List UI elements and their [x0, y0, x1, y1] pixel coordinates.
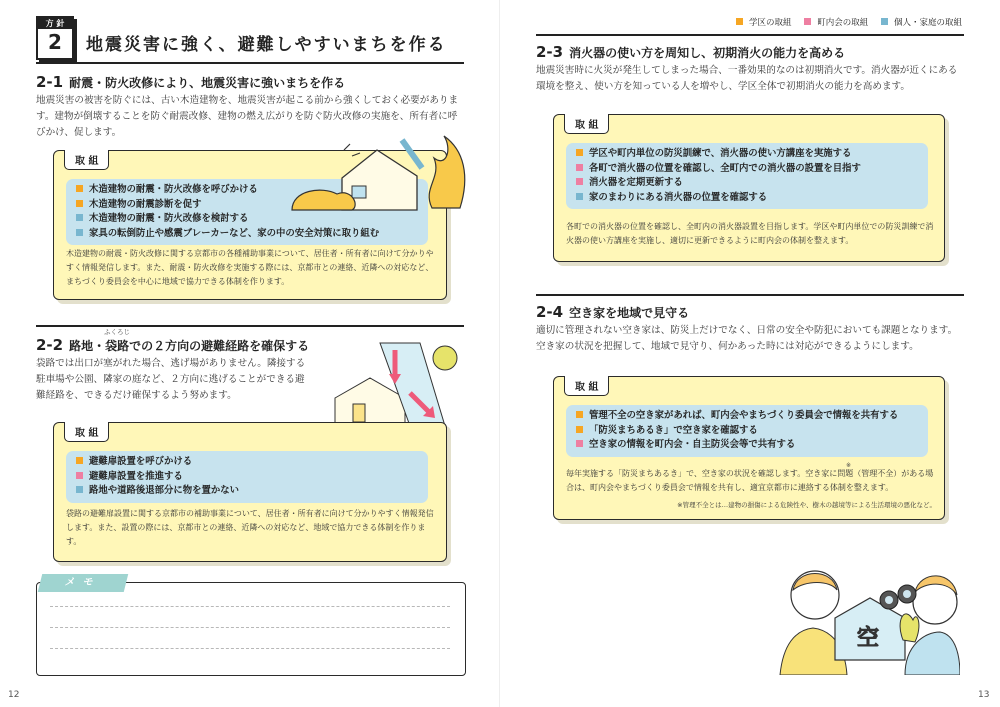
box-tag: 取 組 — [564, 114, 609, 134]
district-square-icon — [76, 185, 83, 192]
box-tag: 取 組 — [64, 150, 109, 170]
section-2-2-action-box — [53, 422, 447, 562]
policy-badge — [36, 16, 74, 60]
policy-badge-number: 2 — [48, 30, 62, 54]
section-title: 消火器の使い方を周知し、初期消火の能力を高める — [569, 46, 846, 60]
list-item: 避難扉設置を推進する — [76, 470, 418, 485]
town-square-icon — [576, 164, 583, 171]
town-square-icon — [576, 178, 583, 185]
legend-item-district: 学区の取組 — [736, 18, 792, 28]
list-item: 木造建物の耐震診断を促す — [76, 198, 418, 213]
list-item: 「防災まちあるき」で空き家を確認する — [576, 424, 918, 439]
policy-badge-label: 方 針 — [38, 18, 72, 29]
memo-line — [50, 627, 450, 628]
page-number-right: 13 — [978, 690, 990, 700]
list-item: 避難扉設置を呼びかける — [76, 455, 418, 470]
memo-line — [50, 648, 450, 649]
section-2-4-heading — [536, 302, 689, 321]
action-list — [66, 451, 428, 503]
box-tag: 取 組 — [564, 376, 609, 396]
district-square-icon — [76, 200, 83, 207]
legend-item-household: 個人・家庭の取組 — [881, 18, 962, 28]
action-description: 毎年実施する「防災まちあるき」で、空き家の状況を確認します。空き家に問題（管理不全）がある場合は、町内会やまちづくり委員会で情報を共有し、適宜京都市に連絡する体制を整えます。 — [566, 469, 934, 492]
section-2-2-rule — [36, 325, 464, 327]
town-square-icon — [76, 472, 83, 479]
section-2-1-body: 地震災害の被害を防ぐには、古い木造建物を、地震災害が起こる前から強くしておく必要があります。建物が倒壊することを防ぐ耐震改修、建物の燃え広がりを防ぐ防火改修の実施を、所有者に呼びかけ、促します。 — [36, 95, 459, 138]
memo-label: メモ — [38, 574, 128, 592]
list-item: 各町で消火器の位置を確認し、全町内での消火器の設置を目指す — [576, 162, 918, 177]
household-square-icon — [76, 486, 83, 493]
section-number: 2-3 — [536, 43, 564, 61]
section-2-4-body: 適切に管理されない空き家は、防災上だけでなく、日常の安全や防犯においても課題となります。空き家の状況を把握して、地域で見守り、何かあった時には対応ができるようにします。 — [536, 325, 958, 352]
section-2-3-action-box — [553, 114, 945, 262]
district-square-icon — [76, 457, 83, 464]
legend — [736, 16, 962, 28]
legend-item-town: 町内会の取組 — [804, 18, 868, 28]
list-item: 木造建物の耐震・防火改修を呼びかける — [76, 183, 418, 198]
list-item: 管理不全の空き家があれば、町内会やまちづくり委員会で情報を共有する — [576, 409, 918, 424]
section-title: 耐震・防火改修により、地震災害に強いまちを作る — [69, 76, 346, 90]
action-description: 各町での消火器の位置を確認し、全町内の消火器設置を目指します。学区や町内単位での防災訓練で消火器の使い方講座を実施し、適切に更新できるように町内会の体制を整えます。 — [566, 222, 934, 245]
memo-line — [50, 606, 450, 607]
page-number-left: 12 — [8, 690, 20, 700]
footnote: ※管理不全とは…建物の損傷による危険性や、樹木の越境等による生活環境の悪化など。 — [677, 501, 936, 509]
section-number: 2-2 — [36, 336, 64, 354]
list-item: 空き家の情報を町内会・自主防災会等で共有する — [576, 438, 918, 453]
section-title: 路地・袋路での２方向の避難経路を確保する — [69, 339, 310, 353]
earthquake-fire-house-illustration — [282, 128, 472, 218]
section-2-2-heading — [36, 335, 309, 354]
section-2-2-body: 袋路では出口が塞がれた場合、逃げ場がありません。隣接する駐車場や公園、隣家の庭など、２方向に逃げることができる避難経路を、できるだけ確保するよう努めます。 — [36, 358, 306, 401]
page-title: 地震災害に強く、避難しやすいまちを作る — [86, 35, 447, 55]
box-tag: 取 組 — [64, 422, 109, 442]
household-square-icon — [76, 214, 83, 221]
section-2-3-rule — [536, 34, 964, 36]
page-spread-divider — [499, 0, 500, 707]
action-list — [566, 405, 928, 457]
action-description: 袋路の避難扉設置に関する京都市の補助事業について、居住者・所有者に向けて分かりやすく情報発信します。また、設置の際には、京都市との連絡、近隣への対応など、地域で協力できる体制を作ります。 — [66, 509, 434, 546]
list-item: 木造建物の耐震・防火改修を検討する — [76, 212, 418, 227]
section-2-1-heading — [36, 72, 345, 91]
svg-text:空: 空 — [857, 626, 880, 651]
action-list — [566, 143, 928, 209]
district-square-icon — [576, 149, 583, 156]
town-square-icon — [576, 440, 583, 447]
furigana-ruby: ふくろじ — [104, 328, 130, 336]
list-item: 家具の転倒防止や感震ブレーカーなど、家の中の安全対策に取り組む — [76, 227, 418, 242]
section-2-4-rule — [536, 294, 964, 296]
neighbors-watching-house-illustration — [775, 550, 960, 675]
list-item: 消火器を定期更新する — [576, 176, 918, 191]
district-square-icon — [576, 411, 583, 418]
section-number: 2-1 — [36, 73, 64, 91]
section-2-3-body: 地震災害時に火災が発生してしまった場合、一番効果的なのは初期消火です。消火器が近くにある環境を整え、使い方を知っている人を増やし、学区全体で初期消火の能力を高めます。 — [536, 65, 958, 92]
list-item: 学区や町内単位の防災訓練で、消火器の使い方講座を実施する — [576, 147, 918, 162]
district-square-icon — [736, 18, 743, 25]
title-rule — [36, 62, 464, 64]
action-description: 木造建物の耐震・防火改修に関する京都市の各種補助事業について、居住者・所有者に向けて分かりやすく情報発信します。また、耐震・防火改修を実施する際には、京都市との連絡、近隣への対応など、まちづくり委員会を中心に地域で協力できる体制を作ります。 — [66, 249, 434, 286]
household-square-icon — [576, 193, 583, 200]
household-square-icon — [881, 18, 888, 25]
memo-box — [36, 582, 466, 676]
section-number: 2-4 — [536, 303, 564, 321]
list-item: 家のまわりにある消火器の位置を確認する — [576, 191, 918, 206]
alley-evacuation-route-illustration — [325, 338, 460, 426]
footnote-mark: ※ — [846, 462, 852, 469]
section-2-4-action-box — [553, 376, 945, 520]
section-title: 空き家を地域で見守る — [569, 306, 690, 320]
household-square-icon — [76, 229, 83, 236]
district-square-icon — [576, 426, 583, 433]
section-2-3-heading — [536, 42, 845, 61]
list-item: 路地や道路後退部分に物を置かない — [76, 484, 418, 499]
town-square-icon — [804, 18, 811, 25]
